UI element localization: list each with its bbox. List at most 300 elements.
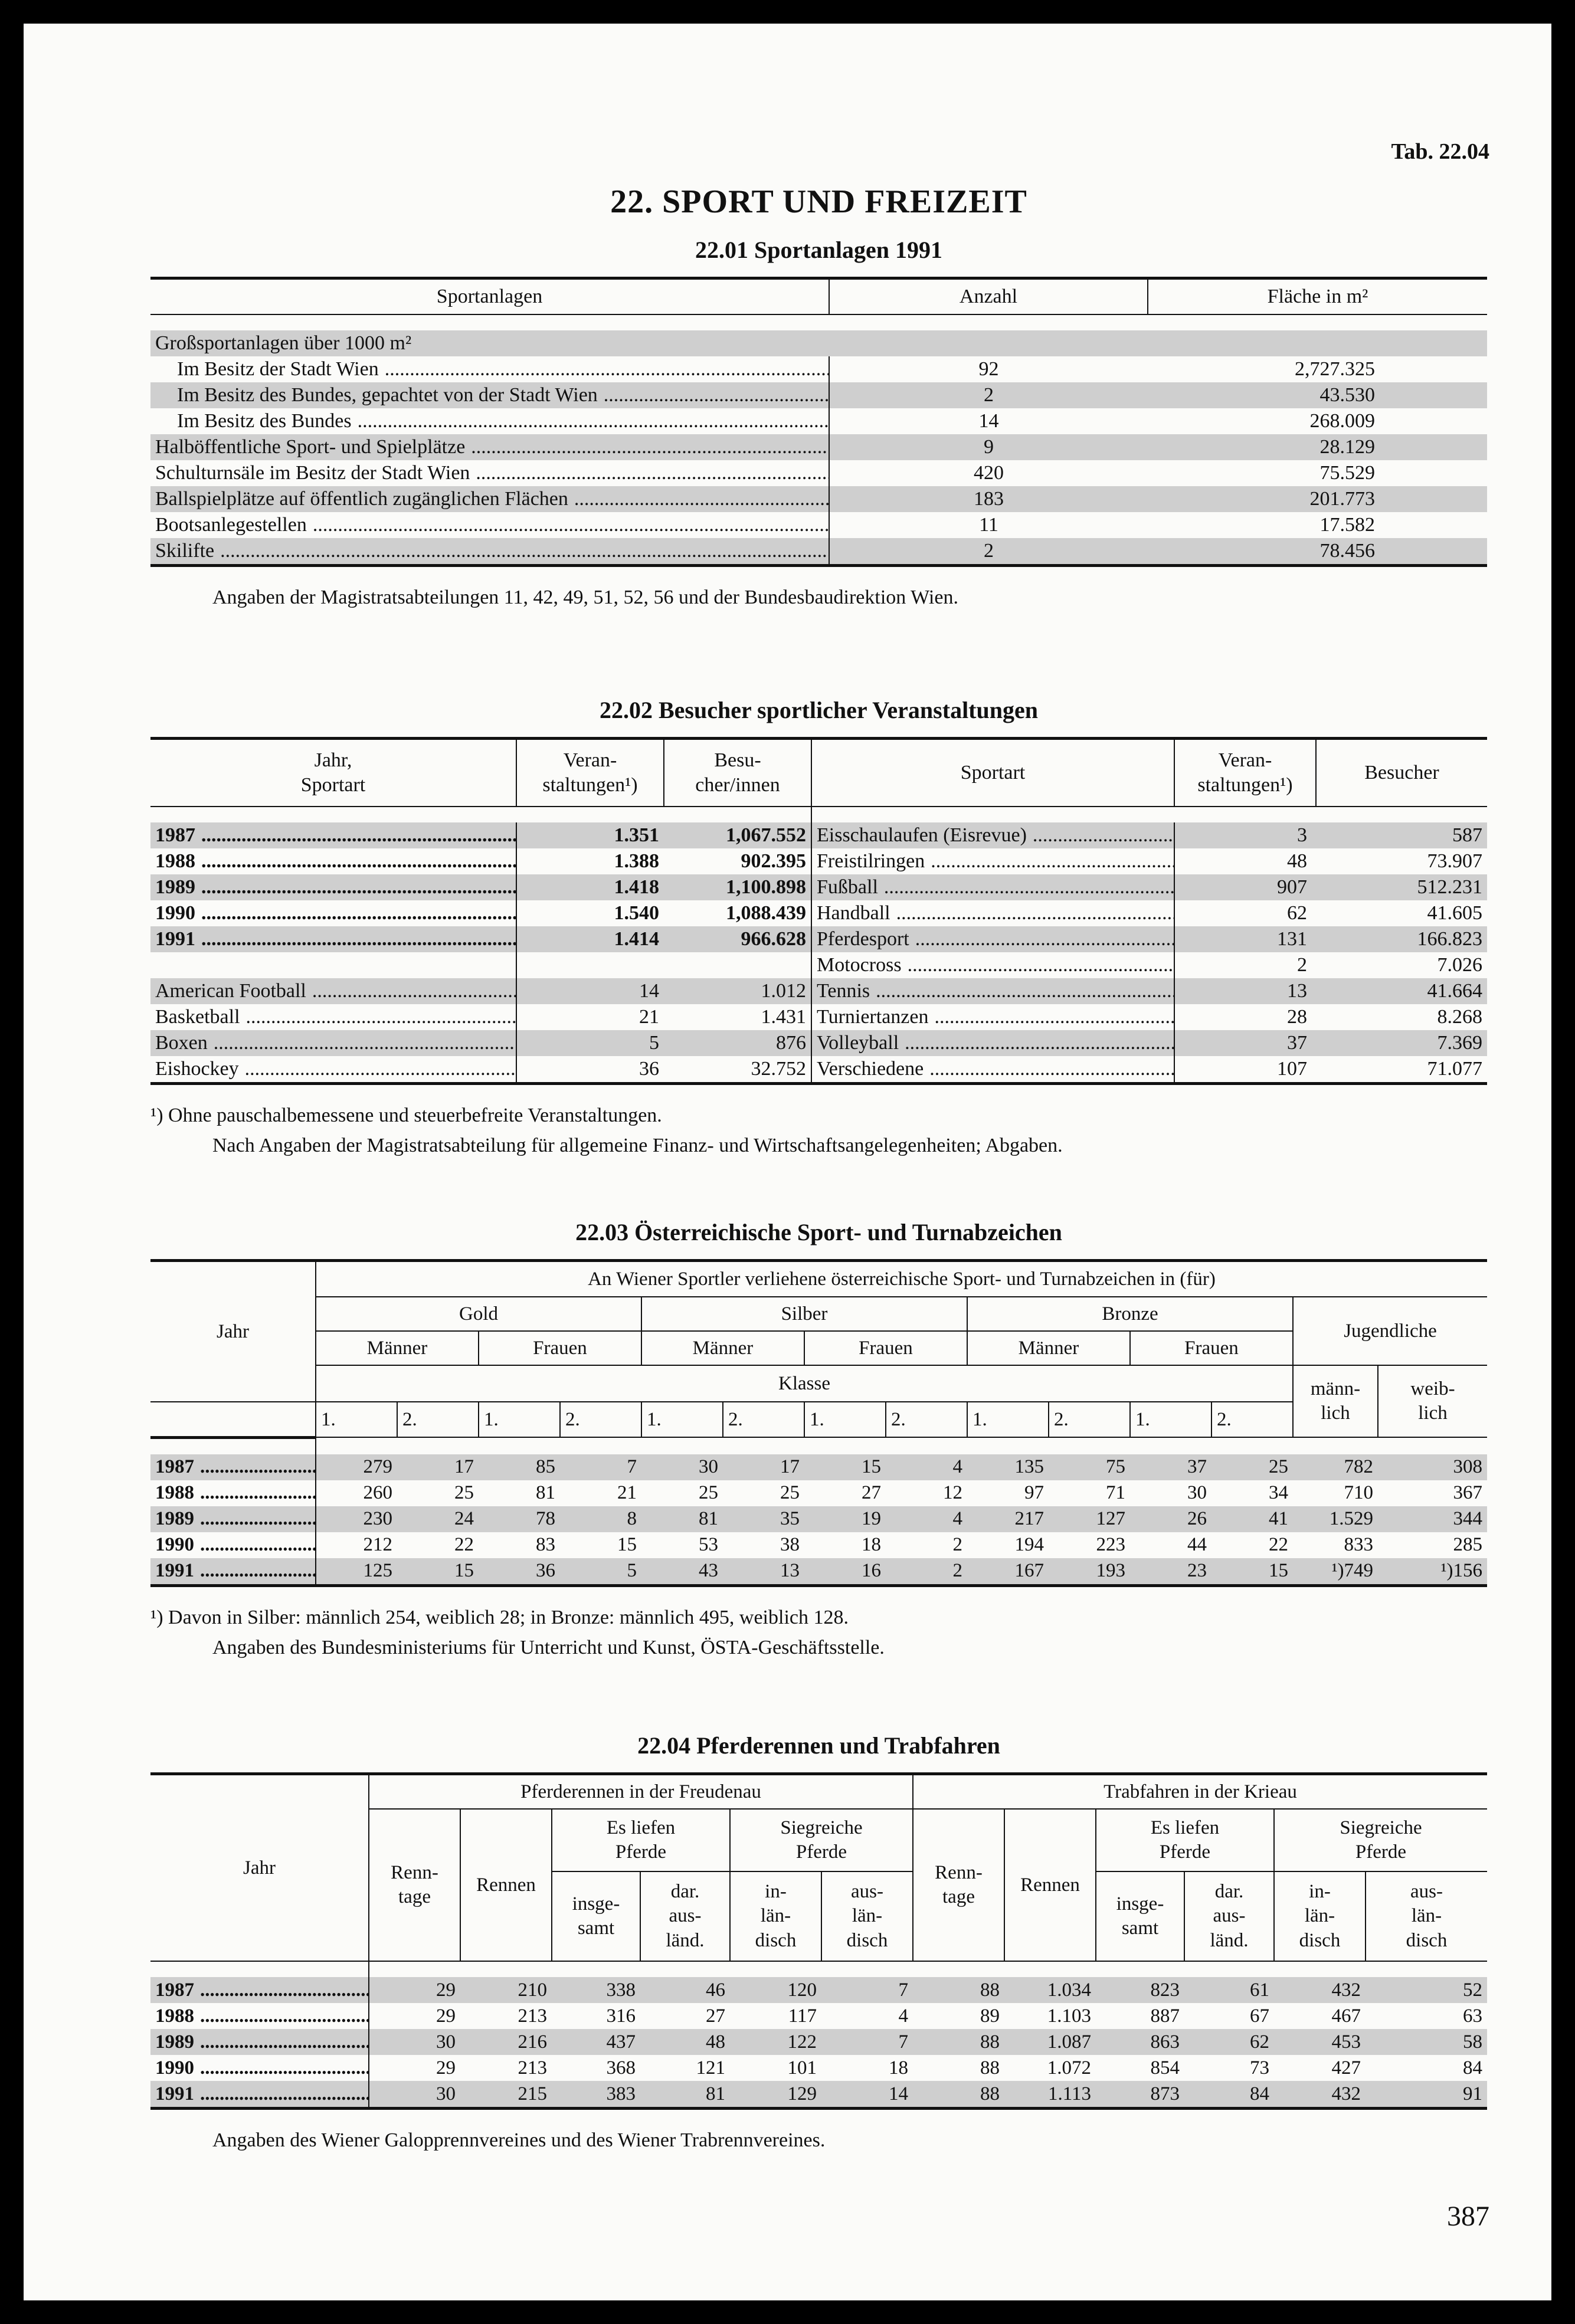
cell: 7.026	[1437, 954, 1482, 976]
cell: 17.582	[1319, 514, 1375, 536]
col-header-k1: 1.	[641, 1402, 723, 1437]
cell: 27	[862, 1482, 881, 1504]
cell: 873	[1096, 2081, 1184, 2109]
header-text: län-	[1304, 1905, 1335, 1927]
cell: 854	[1150, 2057, 1180, 2079]
cell: 383	[552, 2081, 640, 2109]
cell: 129	[730, 2081, 821, 2109]
col-header-es-liefen	[552, 1809, 730, 1871]
row-label: Turniertanzen	[817, 1006, 929, 1028]
row-label: 1991	[155, 2083, 194, 2105]
cell: 88	[913, 1977, 1004, 2003]
row-label: 1988	[155, 850, 195, 873]
header-text: tage	[942, 1886, 975, 1907]
cell: 62	[1184, 2029, 1274, 2055]
cell: 782	[1293, 1454, 1378, 1480]
cell: 833	[1344, 1534, 1373, 1556]
header-text: Veran-	[1218, 749, 1272, 771]
col-header-auslaendisch	[1184, 1871, 1274, 1961]
cell: 308	[1378, 1454, 1487, 1480]
cell: 41.605	[1427, 902, 1482, 925]
header-text: Veran-	[563, 749, 617, 771]
cell: 135	[967, 1454, 1049, 1480]
cell: 12	[943, 1482, 962, 1504]
cell: 22	[1269, 1534, 1288, 1556]
col-header-main: An Wiener Sportler verliehene österreichische Sport- und Turnabzeichen in (für)	[316, 1261, 1487, 1297]
row-label: Freistilringen	[817, 850, 925, 873]
section-pferderennen	[150, 1732, 1487, 2155]
cell: 30	[1187, 1482, 1207, 1504]
cell: 13	[723, 1558, 804, 1586]
cell: 127	[1049, 1506, 1130, 1532]
table-row	[150, 1558, 1487, 1586]
cell: 212	[363, 1534, 392, 1556]
header-text: in-	[1309, 1881, 1331, 1903]
cell: 7	[560, 1454, 641, 1480]
col-header-k2: 2.	[1211, 1402, 1293, 1437]
cell: 1,100.898	[664, 874, 811, 900]
cell: 23	[1130, 1558, 1211, 1586]
cell: 30	[641, 1454, 723, 1480]
cell: 437	[552, 2029, 640, 2055]
cell: 15	[1211, 1558, 1293, 1586]
cell: 38	[780, 1534, 800, 1556]
col-header-k1: 1.	[804, 1402, 886, 1437]
table-title: 22.04 Pferderennen und Trabfahren	[637, 1732, 1000, 1759]
source-text: Angaben des Wiener Galopprennvereines und des Wiener Trabrennvereines.	[212, 2129, 826, 2151]
header-text: Pferde	[1159, 1841, 1211, 1863]
cell: 78	[479, 1506, 560, 1532]
cell: 1,088.439	[664, 900, 811, 926]
cell: 1.072	[1047, 2057, 1091, 2079]
table-title: 22.02 Besucher sportlicher Veranstaltungen	[600, 697, 1038, 723]
cell: 230	[316, 1506, 397, 1532]
cell: 81	[641, 1506, 723, 1532]
row-label: Handball	[817, 902, 890, 925]
cell: 21	[617, 1482, 637, 1504]
col-header-siegreiche	[730, 1809, 913, 1871]
header-text: Pferde	[1355, 1841, 1407, 1863]
table-row	[150, 2003, 1487, 2029]
cell: 13	[1174, 978, 1316, 1004]
row-label: Im Besitz der Stadt Wien	[177, 358, 379, 381]
cell: 2,727.325	[1295, 358, 1375, 381]
row-label: Motocross	[817, 954, 902, 976]
row-label: Skilifte	[155, 540, 215, 562]
cell: 131	[1174, 926, 1316, 952]
cell: 183	[829, 486, 1148, 512]
table-row	[150, 2029, 1487, 2055]
cell: 420	[974, 462, 1004, 484]
cell: 48	[640, 2029, 730, 2055]
cell: 73.907	[1427, 850, 1482, 873]
col-header-frauen: Frauen	[804, 1331, 967, 1365]
header-text: Besu-	[714, 749, 761, 771]
cell: 122	[730, 2029, 821, 2055]
cell: 28	[1287, 1006, 1307, 1028]
header-text: län-	[1411, 1905, 1442, 1927]
col-header-k1: 1.	[1130, 1402, 1211, 1437]
page	[24, 24, 1551, 2300]
header-text: disch	[1406, 1929, 1448, 1951]
cell: 166.823	[1316, 926, 1487, 952]
row-label: Eishockey	[155, 1058, 239, 1080]
footnote: ¹) Ohne pauschalbemessene und steuerbefreite Veranstaltungen.	[150, 1104, 662, 1126]
source-text: Angaben der Magistratsabteilungen 11, 42, 49, 51, 52, 56 und der Bundesbaudirektion Wien.	[212, 586, 958, 608]
cell: 92	[978, 358, 999, 381]
cell: 467	[1331, 2005, 1361, 2027]
cell: 52	[1366, 1977, 1487, 2003]
cell: 37	[1174, 1030, 1316, 1056]
table-title: 22.01 Sportanlagen 1991	[695, 237, 942, 263]
cell: 2	[952, 1534, 962, 1556]
col-header-krieau: Trabfahren in der Krieau	[913, 1774, 1487, 1810]
cell: ¹)156	[1378, 1558, 1487, 1586]
cell: 1.113	[1004, 2081, 1096, 2109]
cell: 223	[1096, 1534, 1125, 1556]
col-header-renntage	[369, 1809, 460, 1961]
cell: 28.129	[1148, 434, 1487, 460]
cell: 84	[1463, 2057, 1482, 2079]
cell: 30	[369, 2081, 460, 2109]
cell: ¹)749	[1293, 1558, 1378, 1586]
cell: 125	[316, 1558, 397, 1586]
notes	[150, 1100, 1487, 1161]
header-text: disch	[755, 1929, 797, 1951]
col-header-insgesamt	[1096, 1871, 1184, 1961]
col-header-sportart: Sportart	[811, 739, 1174, 807]
cell: 25	[454, 1482, 474, 1504]
cell: 1.418	[516, 874, 664, 900]
col-header-frauen: Frauen	[479, 1331, 641, 1365]
cell: 1.414	[516, 926, 664, 952]
cell: 15	[617, 1534, 637, 1556]
cell: 26	[1130, 1506, 1211, 1532]
table-row	[150, 1480, 1487, 1506]
section-sportanlagen	[150, 236, 1487, 612]
col-header-inlaendisch	[1274, 1871, 1366, 1961]
cell: 587	[1316, 822, 1487, 848]
header-text: länd.	[666, 1929, 705, 1951]
cell: 29	[436, 2005, 456, 2027]
cell: 18	[862, 1534, 881, 1556]
notes	[150, 1602, 1487, 1663]
col-header-jahr	[150, 739, 516, 807]
cell: 7	[821, 2029, 913, 2055]
table-row	[150, 2055, 1487, 2081]
cell: 2	[829, 538, 1148, 566]
col-header-siegreiche	[1274, 1809, 1487, 1871]
cell: 24	[397, 1506, 479, 1532]
col-header-frauen: Frauen	[1130, 1331, 1293, 1365]
cell: 3	[1174, 822, 1316, 848]
cell: 268.009	[1309, 410, 1375, 432]
col-header-k2: 2.	[1049, 1402, 1130, 1437]
col-header-renntage	[913, 1809, 1004, 1961]
cell: 48	[1287, 850, 1307, 873]
cell: 1,067.552	[664, 822, 811, 848]
header-text: staltungen¹)	[542, 774, 638, 796]
row-label: Ballspielplätze auf öffentlich zugänglichen Flächen	[155, 488, 568, 510]
table-row	[150, 1977, 1487, 2003]
row-label: Eisschaulaufen (Eisrevue)	[817, 824, 1027, 847]
row-label: American Football	[155, 980, 306, 1002]
header-text: disch	[1299, 1929, 1341, 1951]
col-header-weiblich	[1378, 1365, 1487, 1437]
cell: 167	[967, 1558, 1049, 1586]
col-header-freudenau: Pferderennen in der Freudenau	[369, 1774, 913, 1810]
cell: 1.529	[1293, 1506, 1378, 1532]
cell: 73	[1250, 2057, 1269, 2079]
cell: 887	[1150, 2005, 1180, 2027]
cell: 62	[1287, 902, 1307, 925]
row-label: 1987	[155, 1456, 194, 1478]
header-text: lich	[1418, 1402, 1448, 1424]
cell: 907	[1174, 874, 1316, 900]
row-label: 1989	[155, 2031, 194, 2053]
row-label: Basketball	[155, 1006, 240, 1028]
table-row	[150, 978, 1487, 1004]
cell: 101	[787, 2057, 817, 2079]
col-header-besucher: Besucher	[1316, 739, 1487, 807]
cell: 1.103	[1047, 2005, 1091, 2027]
table-row	[150, 382, 1487, 408]
table-row	[150, 952, 1487, 978]
cell: 78.456	[1148, 538, 1487, 566]
row-label: Fußball	[817, 876, 878, 899]
col-header: Sportanlagen	[150, 278, 829, 315]
cell: 512.231	[1316, 874, 1487, 900]
row-label: 1989	[155, 876, 195, 899]
cell: 53	[699, 1534, 718, 1556]
col-header: Anzahl	[829, 278, 1148, 315]
source-text: Nach Angaben der Magistratsabteilung für allgemeine Finanz- und Wirtschaftsangelegenheiten; Abgaben.	[212, 1135, 1063, 1156]
row-label: 1987	[155, 824, 195, 847]
cell: 279	[316, 1454, 397, 1480]
header-text: Jahr,	[314, 749, 352, 771]
cell: 1.034	[1004, 1977, 1096, 2003]
cell: 30	[369, 2029, 460, 2055]
col-header-k2: 2.	[397, 1402, 479, 1437]
col-header-maenner: Männer	[641, 1331, 804, 1365]
row-label: 1988	[155, 2005, 194, 2027]
cell: 15	[804, 1454, 886, 1480]
cell: 432	[1274, 2081, 1366, 2109]
table-row	[150, 460, 1487, 486]
row-label: Halböffentliche Sport- und Spielplätze	[155, 436, 466, 458]
col-header-inlaendisch	[730, 1871, 821, 1961]
pferderennen-body	[150, 1961, 1487, 2109]
header-text: lich	[1321, 1402, 1350, 1424]
cell: 63	[1463, 2005, 1482, 2027]
col-header-veranstaltungen	[516, 739, 664, 807]
table-row	[150, 330, 1487, 356]
cell: 2	[1297, 954, 1307, 976]
cell: 61	[1184, 1977, 1274, 2003]
table-row	[150, 2081, 1487, 2109]
col-header-veranstaltungen	[1174, 739, 1316, 807]
col-header-auslaendisch	[640, 1871, 730, 1961]
cell: 193	[1049, 1558, 1130, 1586]
cell: 11	[979, 514, 998, 536]
header-text: aus-	[851, 1881, 883, 1903]
col-header-jugendliche: Jugendliche	[1293, 1297, 1487, 1365]
cell: 14	[821, 2081, 913, 2109]
cell: 1.540	[614, 902, 659, 925]
sportanlagen-table	[150, 277, 1487, 567]
col-header-rennen: Rennen	[1004, 1809, 1096, 1961]
cell: 427	[1331, 2057, 1361, 2079]
header-text: tage	[398, 1886, 431, 1907]
header-text: weib-	[1410, 1378, 1455, 1399]
table-row	[150, 1030, 1487, 1056]
row-label: 1991	[155, 1560, 194, 1582]
col-header-k2: 2.	[886, 1402, 967, 1437]
col-header-jahr: Jahr	[150, 1261, 316, 1402]
col-header-gold: Gold	[316, 1297, 641, 1331]
header-text: Es liefen	[606, 1817, 676, 1838]
cell: 316	[606, 2005, 636, 2027]
cell: 91	[1366, 2081, 1487, 2109]
table-row	[150, 848, 1487, 874]
cell: 19	[804, 1506, 886, 1532]
header-text: aus-	[1213, 1905, 1246, 1927]
col-header-maenner: Männer	[967, 1331, 1130, 1365]
table-row	[150, 486, 1487, 512]
cell: 823	[1096, 1977, 1184, 2003]
col-header-k1: 1.	[316, 1402, 397, 1437]
row-label: 1990	[155, 1534, 194, 1556]
col-header-k2: 2.	[560, 1402, 641, 1437]
cell: 29	[436, 2057, 456, 2079]
source-text: Angaben des Bundesministeriums für Unterricht und Kunst, ÖSTA-Geschäftsstelle.	[212, 1636, 885, 1658]
row-label: 1989	[155, 1508, 194, 1530]
cell: 81	[640, 2081, 730, 2109]
cell: 17	[397, 1454, 479, 1480]
table-row	[150, 1004, 1487, 1030]
cell: 88	[980, 2057, 1000, 2079]
cell: 22	[454, 1534, 474, 1556]
row-label: 1990	[155, 2057, 194, 2079]
cell: 25	[1211, 1454, 1293, 1480]
cell: 217	[967, 1506, 1049, 1532]
header-text: insge-	[1116, 1893, 1164, 1915]
cell: 27	[706, 2005, 725, 2027]
cell: 41	[1211, 1506, 1293, 1532]
table-row	[150, 512, 1487, 538]
cell: 67	[1250, 2005, 1269, 2027]
header-text: Renn-	[391, 1861, 438, 1883]
cell: 210	[460, 1977, 552, 2003]
header-text: Es liefen	[1150, 1817, 1220, 1838]
header-text: dar.	[1214, 1881, 1244, 1903]
header-text: Siegreiche	[1340, 1817, 1422, 1838]
cell: 344	[1378, 1506, 1487, 1532]
col-header-es-liefen	[1096, 1809, 1274, 1871]
cell: 34	[1269, 1482, 1288, 1504]
row-label: Schulturnsäle im Besitz der Stadt Wien	[155, 462, 470, 484]
cell: 58	[1366, 2029, 1487, 2055]
section-besucher	[150, 696, 1487, 1161]
header-text: Sportart	[300, 774, 366, 796]
row-label: Tennis	[817, 980, 870, 1002]
cell: 29	[369, 1977, 460, 2003]
cell: 36	[479, 1558, 560, 1586]
table-row	[150, 926, 1487, 952]
header-text: län-	[760, 1905, 791, 1927]
cell: 85	[479, 1454, 560, 1480]
col-header-k2: 2.	[723, 1402, 804, 1437]
row-label: 1987	[155, 1979, 194, 2001]
row-label: 1988	[155, 1482, 194, 1504]
table-row	[150, 1454, 1487, 1480]
cell: 35	[723, 1506, 804, 1532]
header-text: samt	[577, 1917, 615, 1939]
cell: 432	[1274, 1977, 1366, 2003]
header-text: samt	[1121, 1917, 1159, 1939]
row-label: Im Besitz des Bundes	[177, 410, 352, 432]
col-header-silber: Silber	[641, 1297, 967, 1331]
cell: 710	[1344, 1482, 1373, 1504]
header-text: Pferde	[615, 1841, 667, 1863]
cell: 876	[664, 1030, 811, 1056]
cell: 285	[1453, 1534, 1482, 1556]
cell: 216	[460, 2029, 552, 2055]
table-row	[150, 900, 1487, 926]
header-text: Renn-	[935, 1861, 983, 1883]
col-header-k1: 1.	[479, 1402, 560, 1437]
cell: 368	[606, 2057, 636, 2079]
cell: 25	[699, 1482, 718, 1504]
table-row	[150, 356, 1487, 382]
header-text: Siegreiche	[780, 1817, 863, 1838]
cell: 89	[980, 2005, 1000, 2027]
cell: 17	[723, 1454, 804, 1480]
header-text: aus-	[1410, 1881, 1443, 1903]
header-text: in-	[765, 1881, 787, 1903]
cell: 338	[552, 1977, 640, 2003]
table-row	[150, 408, 1487, 434]
cell: 1.351	[516, 822, 664, 848]
cell: 9	[829, 434, 1148, 460]
group-label: Großsportanlagen über 1000 m²	[150, 330, 829, 356]
cell: 863	[1096, 2029, 1184, 2055]
cell: 902.395	[664, 848, 811, 874]
cell: 4	[886, 1454, 967, 1480]
cell: 215	[460, 2081, 552, 2109]
col-header-bronze: Bronze	[967, 1297, 1293, 1331]
cell: 25	[780, 1482, 800, 1504]
header-text: länd.	[1210, 1929, 1249, 1951]
cell: 1.087	[1004, 2029, 1096, 2055]
col-header-besucher	[664, 739, 811, 807]
cell: 453	[1274, 2029, 1366, 2055]
cell: 71	[1106, 1482, 1125, 1504]
header-text: Pferde	[795, 1841, 847, 1863]
cell: 1.431	[664, 1004, 811, 1030]
cell: 5	[516, 1030, 664, 1056]
col-header: Fläche in m²	[1148, 278, 1487, 315]
cell: 83	[536, 1534, 555, 1556]
table-row	[150, 1506, 1487, 1532]
header-text: cher/innen	[695, 774, 780, 796]
col-header-klasse: Klasse	[316, 1365, 1293, 1402]
row-label: Pferdesport	[817, 928, 909, 950]
page-number: 387	[1447, 2201, 1489, 2232]
cell: 15	[397, 1558, 479, 1586]
cell: 4	[898, 2005, 908, 2027]
cell: 260	[363, 1482, 392, 1504]
